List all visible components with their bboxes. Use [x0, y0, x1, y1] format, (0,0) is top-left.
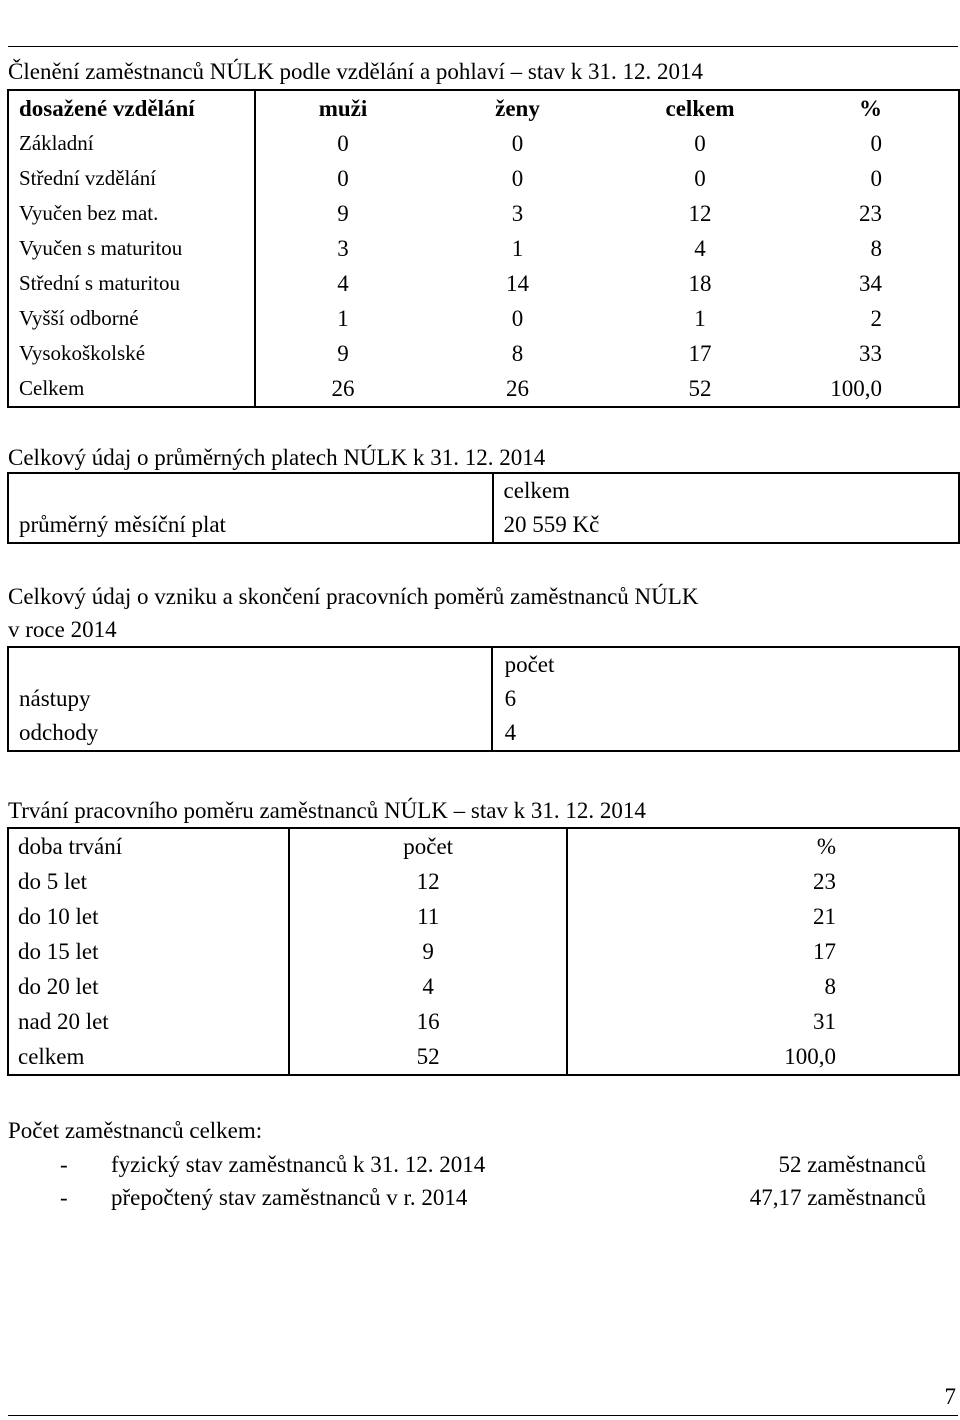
- header-cell: %: [816, 833, 836, 859]
- table-row: [8, 231, 959, 266]
- table-row: [8, 126, 959, 161]
- salary-value: 20 559 Kč: [503, 512, 600, 537]
- table-cell: 26: [430, 371, 605, 407]
- row-label: Vyučen bez mat.: [8, 196, 255, 231]
- table-cell: 12: [289, 864, 567, 899]
- table-cell: 0: [694, 130, 706, 156]
- header-cell: počet: [289, 828, 567, 864]
- table-cell: 21: [813, 903, 836, 929]
- table-row: [8, 647, 959, 682]
- movements-title-line2: v roce 2014: [8, 617, 117, 642]
- header-cell: doba trvání: [8, 828, 289, 864]
- table-cell: 26: [255, 371, 430, 407]
- empty-cell: [8, 647, 492, 682]
- table-cell: 9: [255, 336, 430, 371]
- table-cell: 100,0: [795, 371, 959, 407]
- row-label: nástupy: [8, 682, 492, 716]
- table-cell: 100,0: [784, 1043, 836, 1069]
- duration-title: Trvání pracovního poměru zaměstnanců NÚLK – stav k 31. 12. 2014: [8, 798, 646, 823]
- table-row: [8, 934, 959, 969]
- table-cell: 2: [795, 301, 959, 336]
- header-cell: celkem: [665, 95, 735, 121]
- table-cell: 52: [605, 371, 795, 407]
- table-cell: 12: [688, 200, 712, 226]
- table-cell: 18: [688, 270, 712, 296]
- table-cell: 0: [795, 126, 959, 161]
- duration-table: [7, 827, 960, 1076]
- table-cell: 14: [506, 270, 529, 296]
- education-table: [7, 89, 960, 408]
- table-row: [8, 196, 959, 231]
- salary-header: celkem: [503, 478, 570, 503]
- empty-cell: [8, 473, 493, 508]
- edu-table-title: Členění zaměstnanců NÚLK podle vzdělání a pohlaví – stav k 31. 12. 2014: [8, 59, 703, 84]
- table-cell: 0: [255, 126, 430, 161]
- table-row: [8, 682, 959, 716]
- table-row: [8, 508, 959, 543]
- table-cell: 9: [289, 934, 567, 969]
- table-cell: 0: [694, 165, 706, 191]
- summary-value: 52 zaměstnanců: [778, 1152, 926, 1177]
- table-cell: 0: [511, 130, 524, 156]
- row-label: nad 20 let: [8, 1004, 289, 1039]
- table-cell: 23: [813, 868, 836, 894]
- summary-value: 47,17 zaměstnanců: [749, 1185, 926, 1210]
- table-cell: 4: [694, 235, 706, 261]
- table-cell: 52: [289, 1039, 567, 1075]
- row-label: odchody: [8, 716, 492, 751]
- table-cell: 0: [795, 161, 959, 196]
- table-cell: 33: [795, 336, 959, 371]
- list-dash: -: [60, 1185, 68, 1210]
- table-cell: 1: [255, 301, 430, 336]
- row-label: Vysokoškolské: [8, 336, 255, 371]
- table-row: [8, 969, 959, 1004]
- table-cell: 0: [511, 165, 524, 191]
- row-label: do 5 let: [8, 864, 289, 899]
- row-label: do 15 let: [8, 934, 289, 969]
- table-cell: 4: [289, 969, 567, 1004]
- row-label: Základní: [8, 126, 255, 161]
- table-cell: 0: [511, 305, 524, 331]
- table-cell: 17: [688, 340, 712, 366]
- table-cell: 4: [255, 266, 430, 301]
- table-row: [8, 473, 959, 508]
- row-label: Celkem: [8, 371, 255, 407]
- table-cell: 31: [813, 1008, 836, 1034]
- table-cell: 1: [694, 305, 706, 331]
- row-label: celkem: [8, 1039, 289, 1075]
- table-row: [8, 899, 959, 934]
- row-label: Vyšší odborné: [8, 301, 255, 336]
- list-dash: -: [60, 1152, 68, 1177]
- table-cell: 17: [813, 938, 836, 964]
- salary-title: Celkový údaj o průměrných platech NÚLK k 31. 12. 2014: [8, 445, 546, 470]
- header-cell: %: [795, 90, 959, 126]
- table-cell: 3: [511, 200, 524, 226]
- table-row: [8, 371, 959, 407]
- page-number: 7: [944, 1384, 956, 1409]
- row-label: do 10 let: [8, 899, 289, 934]
- salary-table: [7, 472, 960, 544]
- header-rule: [8, 46, 958, 47]
- table-cell: 8: [824, 973, 836, 999]
- table-cell: 11: [289, 899, 567, 934]
- table-row: [8, 336, 959, 371]
- table-cell: 6: [504, 686, 517, 711]
- table-cell: 34: [795, 266, 959, 301]
- table-cell: 16: [289, 1004, 567, 1039]
- summary-label: přepočtený stav zaměstnanců v r. 2014: [111, 1185, 468, 1210]
- table-row: [8, 301, 959, 336]
- table-cell: 8: [795, 231, 959, 266]
- summary-title: Počet zaměstnanců celkem:: [8, 1118, 263, 1143]
- table-cell: 3: [255, 231, 430, 266]
- summary-label: fyzický stav zaměstnanců k 31. 12. 2014: [111, 1152, 486, 1177]
- row-label: Střední s maturitou: [8, 266, 255, 301]
- table-row: [8, 1004, 959, 1039]
- row-label: Střední vzdělání: [8, 161, 255, 196]
- movements-title-line1: Celkový údaj o vzniku a skončení pracovních poměrů zaměstnanců NÚLK: [8, 584, 699, 609]
- table-row: [8, 266, 959, 301]
- table-row: [8, 161, 959, 196]
- table-cell: 4: [504, 720, 517, 745]
- table-cell: 1: [511, 235, 524, 261]
- row-label: Vyučen s maturitou: [8, 231, 255, 266]
- movements-header: počet: [504, 652, 555, 677]
- header-cell: dosažené vzdělání: [8, 90, 255, 126]
- education-header-row: [8, 90, 959, 126]
- movements-table: [7, 646, 960, 752]
- table-cell: 8: [511, 340, 524, 366]
- table-row: [8, 1039, 959, 1075]
- table-cell: 0: [255, 161, 430, 196]
- duration-header-row: [8, 828, 959, 864]
- table-row: [8, 716, 959, 751]
- header-cell: ženy: [495, 95, 540, 121]
- table-row: [8, 864, 959, 899]
- header-cell: muži: [318, 95, 368, 121]
- footer-rule: [8, 1415, 958, 1416]
- salary-label: průměrný měsíční plat: [8, 508, 493, 543]
- table-cell: 9: [255, 196, 430, 231]
- row-label: do 20 let: [8, 969, 289, 1004]
- table-cell: 23: [795, 196, 959, 231]
